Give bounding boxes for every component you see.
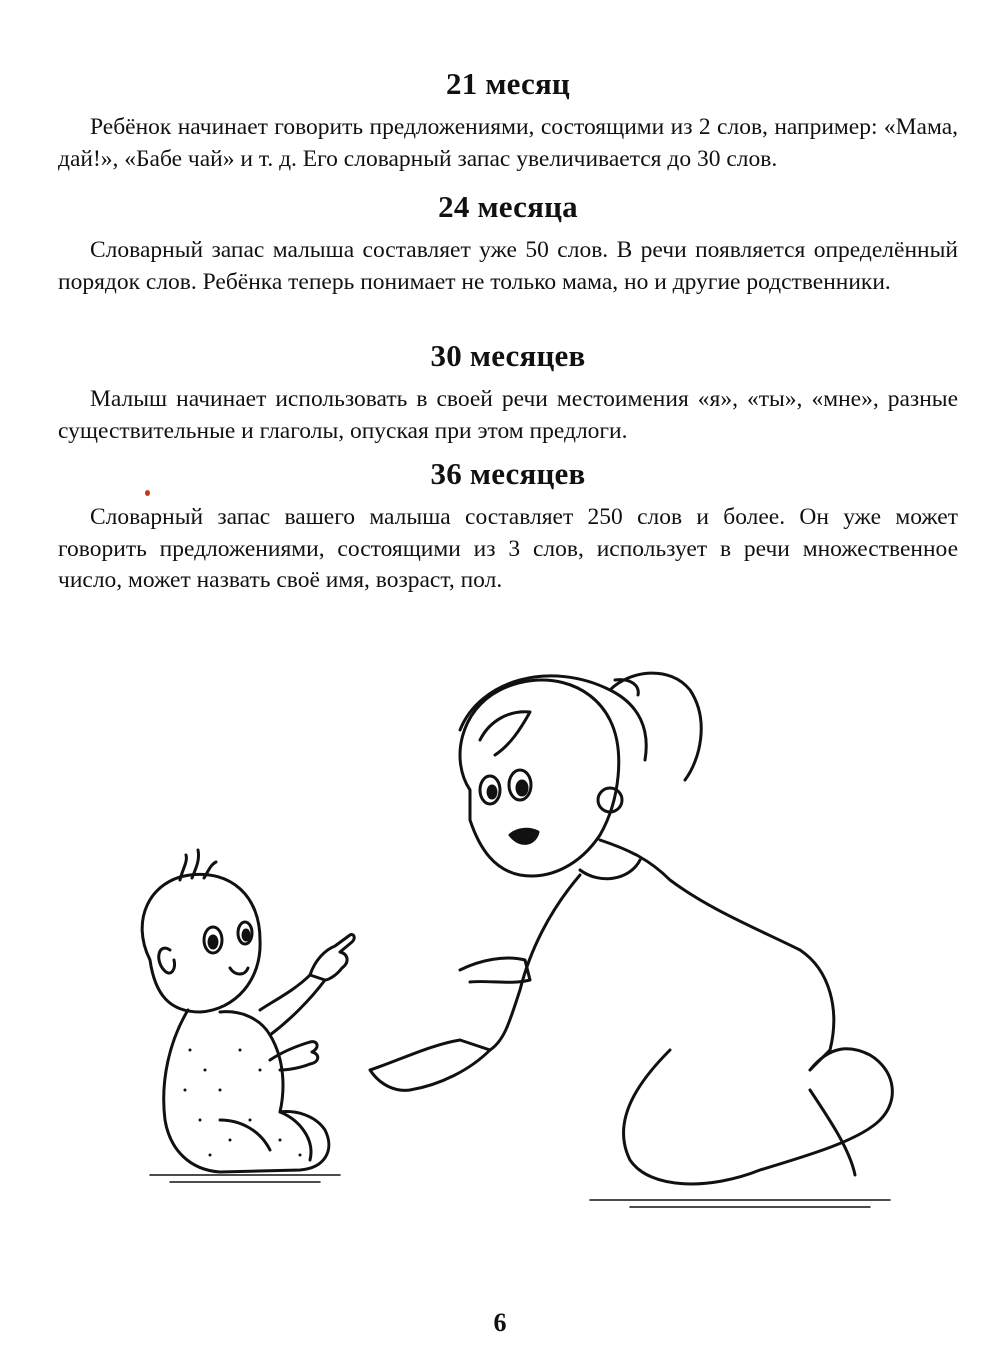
section-text: Ребёнок начинает говорить предложениями, состоящими из 2 слов, например: «Мама, дай!», «Бабе чай» и т. д. Его словарный запас увеличивается до 30 слов. bbox=[58, 114, 958, 172]
baby-mouth bbox=[230, 968, 248, 974]
section-text: Малыш начинает использовать в своей речи местоимения «я», «ты», «мне», разные существительные и глаголы, опуская при этом предлоги. bbox=[58, 386, 958, 444]
section-21-months bbox=[58, 66, 958, 175]
mother-mouth bbox=[510, 829, 538, 843]
section-heading: 21 месяц bbox=[446, 66, 570, 101]
section-heading: 36 месяцев bbox=[430, 456, 586, 491]
section-36-months bbox=[58, 456, 958, 597]
baby-floor-shadow bbox=[150, 1175, 340, 1182]
section-text: Словарный запас вашего малыша составляет 250 слов и более. Он уже может говорить предложениями, состоящими из 3 слов, использует в речи множественное число, может назвать своё имя, возраст, пол. bbox=[58, 504, 958, 593]
section-text: Словарный запас малыша составляет уже 50 слов. В речи появляется определённый порядок слов. Ребёнка теперь понимает не только мама, но и другие родственники. bbox=[58, 237, 958, 295]
baby-figure bbox=[142, 850, 354, 1182]
illustration-mother-and-baby bbox=[110, 650, 900, 1210]
page-number: 6 bbox=[493, 1308, 507, 1337]
mother-figure bbox=[370, 673, 892, 1207]
mother-bangs bbox=[480, 712, 530, 755]
baby-clothing-dots bbox=[184, 1049, 302, 1157]
mother-trouser-stripe bbox=[810, 1090, 855, 1175]
mother-arm bbox=[490, 875, 580, 1050]
mother-earring bbox=[598, 788, 622, 812]
section-heading: 24 месяца bbox=[438, 189, 578, 224]
mother-collar bbox=[580, 860, 640, 879]
baby-pointing-hand bbox=[310, 935, 354, 980]
baby-leg bbox=[220, 1112, 311, 1160]
section-24-months bbox=[58, 189, 958, 298]
mother-floor-shadow bbox=[590, 1200, 890, 1207]
section-30-months bbox=[58, 338, 958, 447]
baby-body bbox=[164, 1010, 329, 1172]
baby-hand bbox=[270, 1042, 318, 1070]
mother-hand-upper bbox=[460, 958, 530, 982]
mother-torso bbox=[600, 840, 834, 1070]
mother-hand-lower bbox=[370, 1040, 490, 1090]
baby-ear bbox=[159, 948, 175, 973]
section-heading: 30 месяцев bbox=[430, 338, 586, 373]
ink-speck bbox=[145, 490, 150, 496]
baby-arm-raised bbox=[260, 975, 325, 1035]
